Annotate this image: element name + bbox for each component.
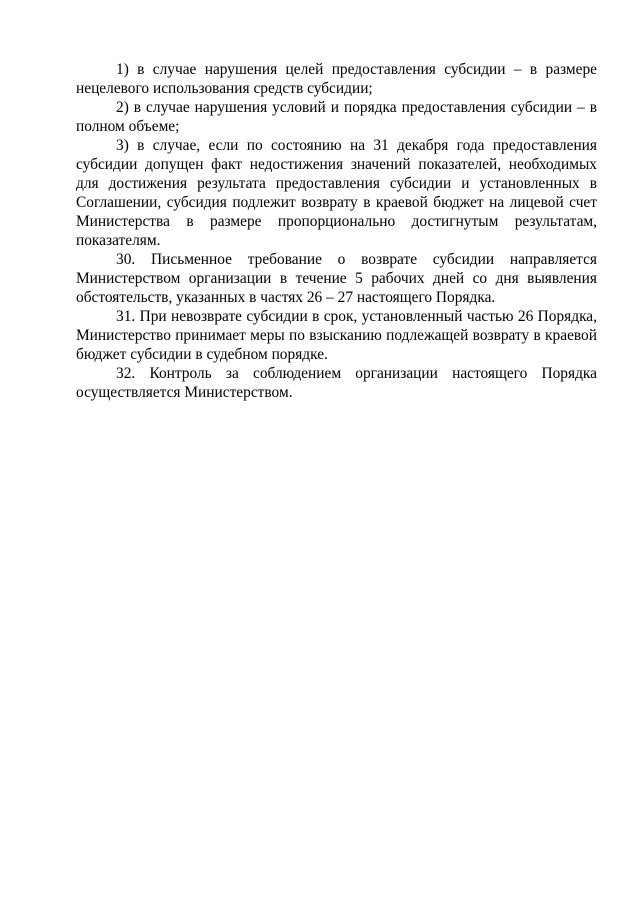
paragraph-31: 31. При невозврате субсидии в срок, установленный частью 26 Порядка, Министерство принимает меры по взысканию подлежащей возврату в краевой бюджет субсидии в судебном порядке. [76, 308, 597, 363]
paragraph-item-2: 2) в случае нарушения условий и порядка предоставления субсидии – в полном объеме; [76, 99, 597, 135]
paragraph-item-3: 3) в случае, если по состоянию на 31 декабря года предоставления субсидии допущен факт недостижения значений показателей, необходимых для достижения результата предоставления субсидии и установленных в Соглашении, субсидия подлежит возврату в краевой бюджет на лицевой счет Министерства в размере пропорционально достигнутым результатам, показателям. [76, 137, 597, 249]
document-page [76, 60, 597, 402]
paragraph-item-1: 1) в случае нарушения целей предоставления субсидии – в размере нецелевого использования средств субсидии; [76, 61, 597, 97]
paragraph-30: 30. Письменное требование о возврате субсидии направляется Министерством организации в течение 5 рабочих дней со дня выявления обстоятельств, указанных в частях 26 – 27 настоящего Порядка. [76, 251, 597, 306]
paragraph-32: 32. Контроль за соблюдением организации настоящего Порядка осуществляется Министерством. [76, 365, 597, 401]
